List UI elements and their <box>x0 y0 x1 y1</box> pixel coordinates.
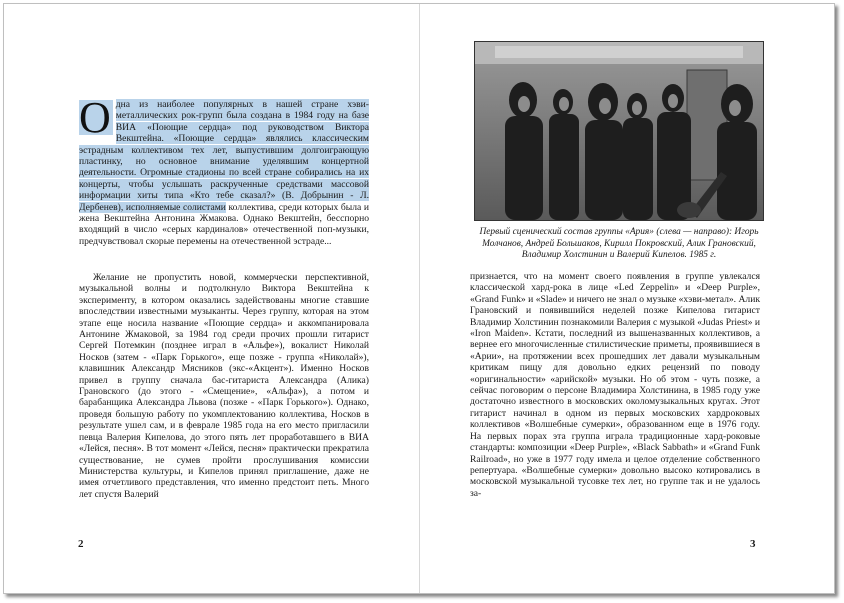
page-number-right: 3 <box>750 538 756 550</box>
left-paragraph-1[interactable] <box>79 93 369 247</box>
band-photo-image <box>475 42 763 220</box>
unselected-text[interactable]: коллектива, среди которых была и жена Векштейна Антонина Жмакова. Однако Векштейн, бесспорно входящий в число «серых кардиналов» отечественной поп-музыки, предчувствовал скорые перемены на отечественной эстраде... <box>79 201 369 247</box>
band-photo <box>474 41 764 221</box>
page-number-left: 2 <box>78 538 84 550</box>
drop-cap: О <box>79 93 111 142</box>
right-page[interactable] <box>420 4 834 593</box>
book-spread[interactable] <box>3 3 835 594</box>
left-paragraph-2[interactable]: Желание не пропустить новой, коммерчески перспективной, музыкальной волны и подтолкнуло Виктора Векштейна к эксперименту, в котором оказались задействованы многие ставшие впоследствии известными музыканты. Через группу, которая на этом этапе еще носила название «Поющие сердца» и аккомпанировала Антонине Жмаковой, за 1984 год среди прочих прошли гитарист Сергей Потемкин (позднее играл в «Альфе»), вокалист Николай Носков (затем - «Парк Горького», еще позже - группа «Николай»), клавишник Александр Мясников (экс-«Акцент»). Именно Носков привел в группу сначала бас-гитариста Александра (Алика) Грановского (до этого - «Смещение», «Альфа»), а потом и барабанщика Александра Львова (позже - «Парк Горького»). Однако, проведя большую работу по укомплектованию коллектива, Носков в результате ушел сам, и в феврале 1985 года на его место пригласили певца Валерия Кипелова, до этого пять лет проработавшего в ВИА «Лейся, песня». В тот момент «Лейся, песня» практически прекратила существование, не сумев пройти прослушивания комиссии Министерства культуры, и Кипелов принял приглашение, даже не имея отчетливого представления, что именно предстоит петь. Много лет спустя Валерий <box>79 272 369 500</box>
selected-text[interactable]: дна из наиболее популярных в нашей стране хэви-металлических рок-групп была создана в 1984 году на базе ВИА «Поющие сердца» под руководством Виктора Векштейна. «Поющие сердца» являлись классическим эстрадным коллективом тех лет, выпустившим долгоиграющую пластинку, но основное внимание уделявшим концертной деятельности. Огромные стадионы по всей стране собирались на их концерты, чтобы услышать раскрученные средствами массовой информации хиты типа «Кто тебе сказал?» (В. Добрынин - Л. Дербенев), исполняемые солистами <box>79 99 369 213</box>
photo-caption[interactable]: Первый сценический состав группы «Ария» (слева — направо): Игорь Молчанов, Андрей Большаков, Кирилл Покровский, Алик Грановский, Владимир Холстинин и Валерий Кипелов. 1985 г. <box>479 227 759 261</box>
left-page[interactable] <box>4 4 419 593</box>
right-paragraph[interactable]: признается, что на момент своего появления в группе увлекался классической хард-рока в лице «Led Zeppelin» и «Deep Purple», «Grand Funk» и «Slade» и ничего не знал о музыке «хэви-метал». Алик Грановский и появившийся неделей позже Кипелова гитарист Владимир Холстинин познакомили Валерия с музыкой «Judas Priest» и «Iron Maiden». Кстати, последний из вышеназванных коллективов, а вернее его многочисленные стилистические приметы, проявившиеся в «Арии», на протяжении всех прошедших лет давали музыкальным критикам пищу для довольно едких рецензий по поводу «оригинальности» «арийской» музыки. Но об этом - чуть позже, а сейчас поговорим о персоне Владимира Холстинина, в 1985 году уже достаточно известного в московских околомузыкальных кругах. Этот гитарист начинал в одном из первых московских хардроковых коллективов «Волшебные сумерки», образованном еще в 1976 году. На первых порах эта группа играла традиционные хард-роковые стандарты: композиции «Deep Purple», «Black Sabbath» и «Grand Funk Railroad», но уже в 1977 году имела и целое отделение собственного репертуара. «Волшебные сумерки» довольно высоко котировались в московской музыкальной тусовке тех лет, но группе так и не удалось за- <box>470 271 760 499</box>
